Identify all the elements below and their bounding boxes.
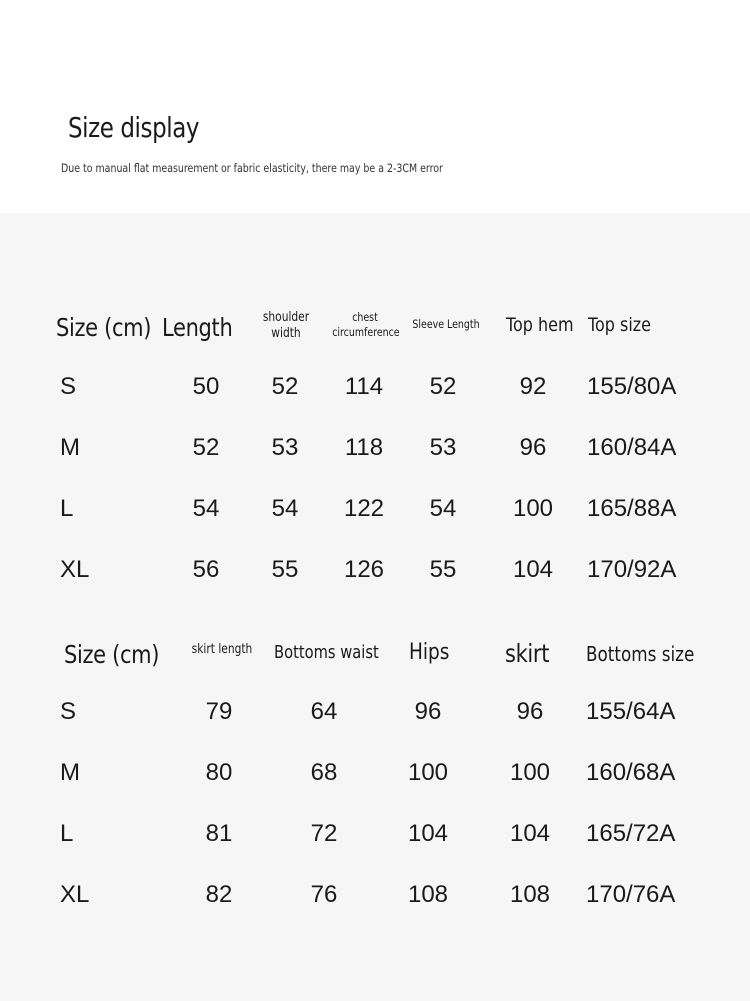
shoulder-cell: 53 — [271, 434, 299, 461]
skirt-cell: 108 — [509, 881, 551, 908]
bottom-header-skirt-length: skirt length — [191, 642, 253, 657]
size-cell: S — [60, 373, 77, 400]
bottoms-size-cell: 155/64A — [586, 698, 676, 725]
chest-cell: 122 — [343, 495, 385, 522]
sleeve-cell: 52 — [429, 373, 457, 400]
skirt-length-cell: 79 — [205, 698, 233, 725]
top-header-sleeve: Sleeve Length — [412, 317, 480, 331]
bottom-header-hips: Hips — [409, 640, 450, 665]
skirt-cell: 96 — [516, 698, 544, 725]
sleeve-cell: 54 — [429, 495, 457, 522]
waist-cell: 72 — [310, 820, 338, 847]
top-size-cell: 155/80A — [587, 373, 677, 400]
top-header-size: Size (cm) — [56, 313, 152, 342]
waist-cell: 68 — [310, 759, 338, 786]
shoulder-cell: 55 — [271, 556, 299, 583]
header — [0, 0, 750, 213]
bottoms-size-cell: 170/76A — [586, 881, 676, 908]
size-cell: L — [60, 820, 74, 847]
skirt-length-cell: 81 — [205, 820, 233, 847]
top-size-cell: 165/88A — [587, 495, 677, 522]
page-subtitle: Due to manual flat measurement or fabric elasticity, there may be a 2-3CM error — [61, 161, 443, 175]
hem-cell: 92 — [519, 373, 547, 400]
hips-cell: 108 — [407, 881, 449, 908]
top-size-cell: 170/92A — [587, 556, 677, 583]
hips-cell: 100 — [407, 759, 449, 786]
bottom-header-waist: Bottoms waist — [274, 643, 379, 663]
shoulder-cell: 54 — [271, 495, 299, 522]
top-header-top-size: Top size — [588, 314, 651, 336]
hem-cell: 100 — [512, 495, 554, 522]
skirt-length-cell: 80 — [205, 759, 233, 786]
hem-cell: 96 — [519, 434, 547, 461]
length-cell: 54 — [192, 495, 220, 522]
size-chart-panel — [0, 213, 750, 1001]
hips-cell: 96 — [414, 698, 442, 725]
skirt-cell: 100 — [509, 759, 551, 786]
sleeve-cell: 55 — [429, 556, 457, 583]
skirt-cell: 104 — [509, 820, 551, 847]
size-cell: XL — [60, 881, 90, 908]
hem-cell: 104 — [512, 556, 554, 583]
top-header-length: Length — [162, 313, 233, 342]
length-cell: 56 — [192, 556, 220, 583]
top-header-chest: chest circumference — [332, 310, 400, 339]
bottoms-size-cell: 165/72A — [586, 820, 676, 847]
length-cell: 50 — [192, 373, 220, 400]
top-size-cell: 160/84A — [587, 434, 677, 461]
size-cell: XL — [60, 556, 90, 583]
bottom-header-skirt: skirt — [505, 639, 550, 668]
top-header-hem: Top hem — [506, 314, 574, 336]
length-cell: 52 — [192, 434, 220, 461]
bottom-header-bottoms-size: Bottoms size — [586, 642, 695, 666]
size-cell: L — [60, 495, 74, 522]
bottom-header-size: Size (cm) — [64, 640, 160, 669]
top-header-shoulder: shoulder width — [262, 310, 310, 341]
chest-cell: 126 — [343, 556, 385, 583]
bottoms-size-cell: 160/68A — [586, 759, 676, 786]
shoulder-cell: 52 — [271, 373, 299, 400]
chest-cell: 114 — [344, 373, 384, 400]
size-cell: M — [60, 434, 80, 461]
size-cell: M — [60, 759, 80, 786]
page-title: Size display — [68, 111, 200, 144]
waist-cell: 76 — [310, 881, 338, 908]
skirt-length-cell: 82 — [205, 881, 233, 908]
size-cell: S — [60, 698, 77, 725]
hips-cell: 104 — [407, 820, 449, 847]
waist-cell: 64 — [310, 698, 338, 725]
sleeve-cell: 53 — [429, 434, 457, 461]
chest-cell: 118 — [344, 434, 384, 461]
